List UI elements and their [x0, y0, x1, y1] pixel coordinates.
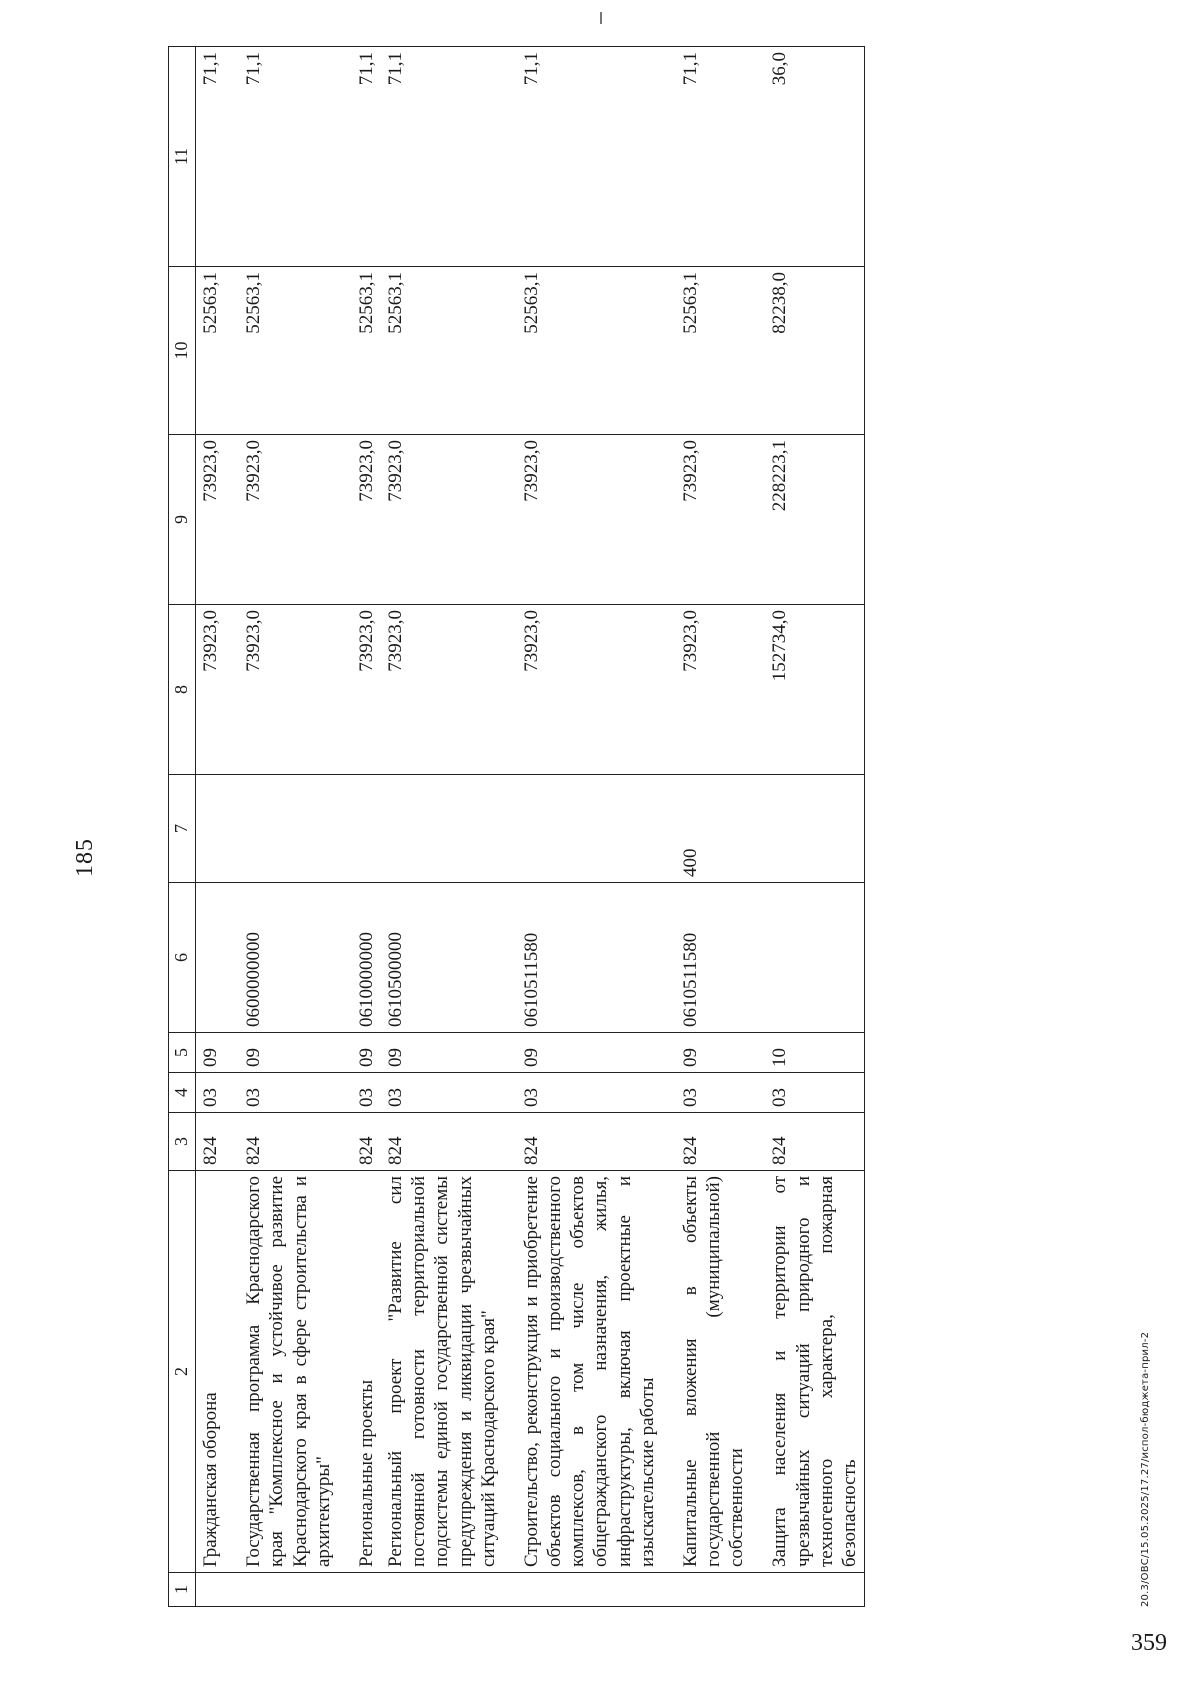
row-value-9: 73923,0 — [517, 435, 662, 605]
row-subsection-code: 10 — [765, 1033, 864, 1073]
row-target-code: 0610511580 — [517, 883, 662, 1033]
row-value-8: 152734,0 — [765, 605, 864, 775]
row-name: Региональный проект "Развитие сил постоянной готовности территориальной подсистемы единой государственной системы предупреждения и ликвидации чрезвычайных ситуаций Краснодарского края" — [381, 1171, 503, 1573]
row-value-11: 71,1 — [352, 47, 381, 267]
row-spacer — [338, 47, 352, 1607]
row-admin-code: 824 — [676, 1113, 752, 1171]
row-expense-type — [352, 775, 381, 883]
row-value-10: 52563,1 — [676, 267, 752, 435]
table-row — [381, 47, 503, 1607]
row-subsection-code: 09 — [517, 1033, 662, 1073]
header-col-4: 4 — [169, 1073, 196, 1113]
header-col-3: 3 — [169, 1113, 196, 1171]
row-subsection-code: 09 — [196, 1033, 226, 1073]
row-value-10: 52563,1 — [381, 267, 503, 435]
row-admin-code: 824 — [517, 1113, 662, 1171]
row-admin-code: 824 — [765, 1113, 864, 1171]
row-section-code: 03 — [239, 1073, 338, 1113]
row-value-8: 73923,0 — [239, 605, 338, 775]
table-row — [765, 47, 864, 1607]
row-name: Гражданская оборона — [196, 1171, 226, 1573]
header-col-5: 5 — [169, 1033, 196, 1073]
row-value-9: 73923,0 — [352, 435, 381, 605]
row-name: Капитальные вложения в объекты государственной (муниципальной) собственности — [676, 1171, 752, 1573]
row-expense-type — [765, 775, 864, 883]
row-value-8: 73923,0 — [676, 605, 752, 775]
row-subsection-code: 09 — [676, 1033, 752, 1073]
row-value-11: 71,1 — [676, 47, 752, 267]
row-value-10: 52563,1 — [239, 267, 338, 435]
row-cell-col1 — [765, 1573, 864, 1607]
table-row — [352, 47, 381, 1607]
row-value-9: 73923,0 — [676, 435, 752, 605]
row-admin-code: 824 — [352, 1113, 381, 1171]
row-value-10: 52563,1 — [517, 267, 662, 435]
row-section-code: 03 — [517, 1073, 662, 1113]
row-expense-type — [196, 775, 226, 883]
row-subsection-code: 09 — [352, 1033, 381, 1073]
document-footer-id: 20.3/ОВС/15.05.2025/17.27/испол-бюджета-прил-2 — [1140, 1331, 1151, 1607]
row-value-10: 52563,1 — [196, 267, 226, 435]
row-target-code — [765, 883, 864, 1033]
header-col-10: 10 — [169, 267, 196, 435]
row-admin-code: 824 — [239, 1113, 338, 1171]
row-value-11: 71,1 — [239, 47, 338, 267]
row-value-10: 52563,1 — [352, 267, 381, 435]
row-value-11: 71,1 — [517, 47, 662, 267]
page-number: 185 — [72, 838, 98, 877]
row-section-code: 03 — [196, 1073, 226, 1113]
header-col-7: 7 — [169, 775, 196, 883]
row-value-11: 71,1 — [196, 47, 226, 267]
row-value-8: 73923,0 — [196, 605, 226, 775]
row-target-code: 0610511580 — [676, 883, 752, 1033]
row-value-9: 73923,0 — [239, 435, 338, 605]
table-row — [196, 47, 226, 1607]
row-expense-type — [381, 775, 503, 883]
table-header-row — [169, 47, 196, 1607]
row-value-9: 228223,1 — [765, 435, 864, 605]
row-section-code: 03 — [381, 1073, 503, 1113]
row-target-code: 0610000000 — [352, 883, 381, 1033]
row-expense-type — [239, 775, 338, 883]
row-cell-col1 — [381, 1573, 503, 1607]
table-row — [239, 47, 338, 1607]
row-spacer — [662, 47, 676, 1607]
row-admin-code: 824 — [381, 1113, 503, 1171]
table-row — [517, 47, 662, 1607]
row-value-9: 73923,0 — [196, 435, 226, 605]
row-spacer — [503, 47, 517, 1607]
header-col-2: 2 — [169, 1171, 196, 1573]
row-value-8: 73923,0 — [352, 605, 381, 775]
row-subsection-code: 09 — [381, 1033, 503, 1073]
row-name: Государственная программа Краснодарского края "Комплексное и устойчивое развитие Краснодарского края в сфере строительства и архитектуры" — [239, 1171, 338, 1573]
header-col-1: 1 — [169, 1573, 196, 1607]
header-col-9: 9 — [169, 435, 196, 605]
row-admin-code: 824 — [196, 1113, 226, 1171]
row-subsection-code: 09 — [239, 1033, 338, 1073]
budget-table — [168, 46, 865, 1607]
row-value-8: 73923,0 — [381, 605, 503, 775]
row-expense-type: 400 — [676, 775, 752, 883]
row-target-code: 0600000000 — [239, 883, 338, 1033]
table-row — [676, 47, 752, 1607]
row-cell-col1 — [196, 1573, 226, 1607]
row-section-code: 03 — [765, 1073, 864, 1113]
header-col-11: 11 — [169, 47, 196, 267]
row-section-code: 03 — [352, 1073, 381, 1113]
row-value-11: 71,1 — [381, 47, 503, 267]
row-spacer — [225, 47, 239, 1607]
row-cell-col1 — [239, 1573, 338, 1607]
row-expense-type — [517, 775, 662, 883]
row-name: Защита населения и территории от чрезвычайных ситуаций природного и техногенного характера, пожарная безопасность — [765, 1171, 864, 1573]
row-target-code — [196, 883, 226, 1033]
row-name: Строительство, реконструкция и приобретение объектов социального и производственного комплексов, в том числе объектов общегражданского назначения, жилья, инфраструктуры, включая проектные и изыскательские работы — [517, 1171, 662, 1573]
header-col-6: 6 — [169, 883, 196, 1033]
row-value-10: 82238,0 — [765, 267, 864, 435]
row-name: Региональные проекты — [352, 1171, 381, 1573]
sheet-number: 359 — [1131, 1630, 1167, 1656]
row-cell-col1 — [352, 1573, 381, 1607]
row-cell-col1 — [517, 1573, 662, 1607]
row-value-9: 73923,0 — [381, 435, 503, 605]
row-target-code: 0610500000 — [381, 883, 503, 1033]
row-cell-col1 — [676, 1573, 752, 1607]
row-section-code: 03 — [676, 1073, 752, 1113]
row-value-11: 36,0 — [765, 47, 864, 267]
header-col-8: 8 — [169, 605, 196, 775]
row-spacer — [751, 47, 765, 1607]
row-value-8: 73923,0 — [517, 605, 662, 775]
